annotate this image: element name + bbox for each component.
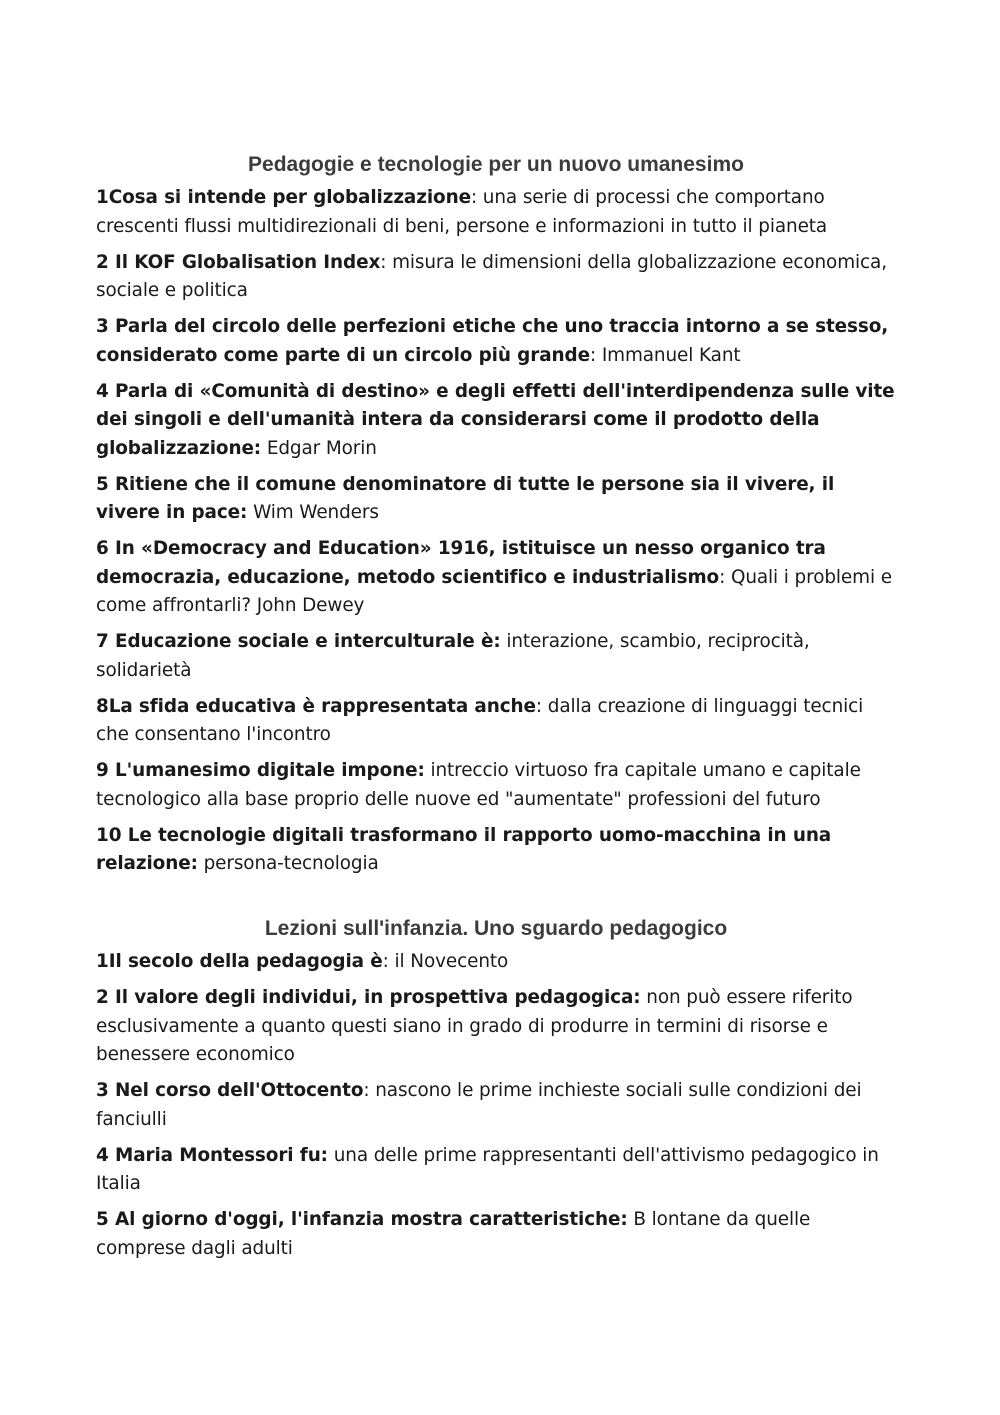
question-item xyxy=(96,822,896,879)
question-item xyxy=(96,628,896,685)
answer-text: nascono le prime inchieste sociali sulle condizioni dei fanciulli xyxy=(96,1080,862,1130)
question-item: 3 Nel corso dell'Ottocento: nascono le prime inchieste sociali sulle condizioni dei fanciulli xyxy=(96,1080,862,1130)
question-text: 5 Al giorno d'oggi, l'infanzia mostra caratteristiche: xyxy=(96,1209,628,1230)
answer-text: dalla creazione di linguaggi tecnici che consentano l'incontro xyxy=(96,695,864,745)
section-title: Lezioni sull'infanzia. Uno sguardo pedagogico xyxy=(264,917,728,940)
question-item xyxy=(96,1206,896,1263)
answer-text: persona-tecnologia xyxy=(203,853,379,874)
question-text: 3 Parla del circolo delle perfezioni etiche che uno traccia intorno a se stesso, considerato come parte di un circolo più grande xyxy=(96,316,889,366)
question-text: 2 Il KOF Globalisation Index xyxy=(96,251,381,273)
question-text: 6 In «Democracy and Education» 1916, istituisce un nesso organico tra democrazia, educazione, metodo scientifico e industrialismo xyxy=(96,538,826,588)
section-globalizzazione xyxy=(96,150,896,879)
question-text: 1Cosa si intende per globalizzazione xyxy=(96,187,471,208)
answer-text: B lontane da quelle comprese dagli adulti xyxy=(96,1209,811,1259)
question-item: 8La sfida educativa è rappresentata anche: dalla creazione di linguaggi tecnici che consentano l'incontro xyxy=(96,695,864,745)
answer-text: il Novecento xyxy=(394,951,509,972)
question-item xyxy=(96,757,896,814)
section-spacer xyxy=(96,886,896,914)
question-item xyxy=(96,471,896,528)
question-text: 2 Il valore degli individui, in prospettiva pedagogica: xyxy=(96,987,641,1008)
question-item xyxy=(96,984,896,1070)
question-item: 1Il secolo della pedagogia è: il Novecento xyxy=(96,951,509,972)
question-item xyxy=(96,1142,896,1199)
question-item xyxy=(96,378,896,464)
answer-text: Edgar Morin xyxy=(266,437,377,459)
question-text: 10 Le tecnologie digitali trasformano il rapporto uomo-macchina in una relazione: xyxy=(96,824,832,874)
question-text: 1Il secolo della pedagogia è xyxy=(96,951,383,972)
answer-text: non può essere riferito esclusivamente a quanto questi siano in grado di produrre in termini di risorse e benessere economico xyxy=(96,987,853,1065)
question-item: 3 Parla del circolo delle perfezioni etiche che uno traccia intorno a se stesso, considerato come parte di un circolo più grande: Immanuel Kant xyxy=(96,316,889,366)
answer-text: una serie di processi che comportano crescenti flussi multidirezionali di beni, persone e informazioni in tutto il pianeta xyxy=(96,187,828,237)
question-text: 8La sfida educativa è rappresentata anche xyxy=(96,695,536,717)
answer-text: una delle prime rappresentanti dell'attivismo pedagogico in Italia xyxy=(96,1144,879,1194)
question-item: 2 Il KOF Globalisation Index: misura le dimensioni della globalizzazione economica, sociale e politica xyxy=(96,251,887,301)
answer-text: Wim Wenders xyxy=(253,502,379,523)
question-item: 1Cosa si intende per globalizzazione: una serie di processi che comportano crescenti flussi multidirezionali di beni, persone e informazioni in tutto il pianeta xyxy=(96,187,828,237)
document-page xyxy=(96,150,896,1271)
section-title: Pedagogie e tecnologie per un nuovo umanesimo xyxy=(248,153,744,176)
question-text: 5 Ritiene che il comune denominatore di tutte le persone sia il vivere, il vivere in pace: xyxy=(96,473,835,523)
question-text: 4 Maria Montessori fu: xyxy=(96,1144,328,1166)
answer-text: intreccio virtuoso fra capitale umano e capitale tecnologico alla base proprio delle nuove ed "aumentate" professioni del futuro xyxy=(96,760,861,810)
section-infanzia xyxy=(96,914,896,1263)
question-item: 6 In «Democracy and Education» 1916, istituisce un nesso organico tra democrazia, educazione, metodo scientifico e industrialismo: Quali i problemi e come affrontarli? John Dewey xyxy=(96,538,892,616)
answer-text: Quali i problemi e come affrontarli? John Dewey xyxy=(96,566,892,616)
answer-text: interazione, scambio, reciprocità, solidarietà xyxy=(96,631,810,681)
question-text: 7 Educazione sociale e interculturale è: xyxy=(96,631,501,652)
question-text: 9 L'umanesimo digitale impone: xyxy=(96,760,425,781)
answer-text: misura le dimensioni della globalizzazione economica, sociale e politica xyxy=(96,251,887,301)
question-text: 4 Parla di «Comunità di destino» e degli effetti dell'interdipendenza sulle vite dei singoli e dell'umanità intera da considerarsi come il prodotto della globalizzazione: xyxy=(96,380,895,459)
question-text: 3 Nel corso dell'Ottocento xyxy=(96,1080,364,1101)
answer-text: Immanuel Kant xyxy=(601,344,741,366)
